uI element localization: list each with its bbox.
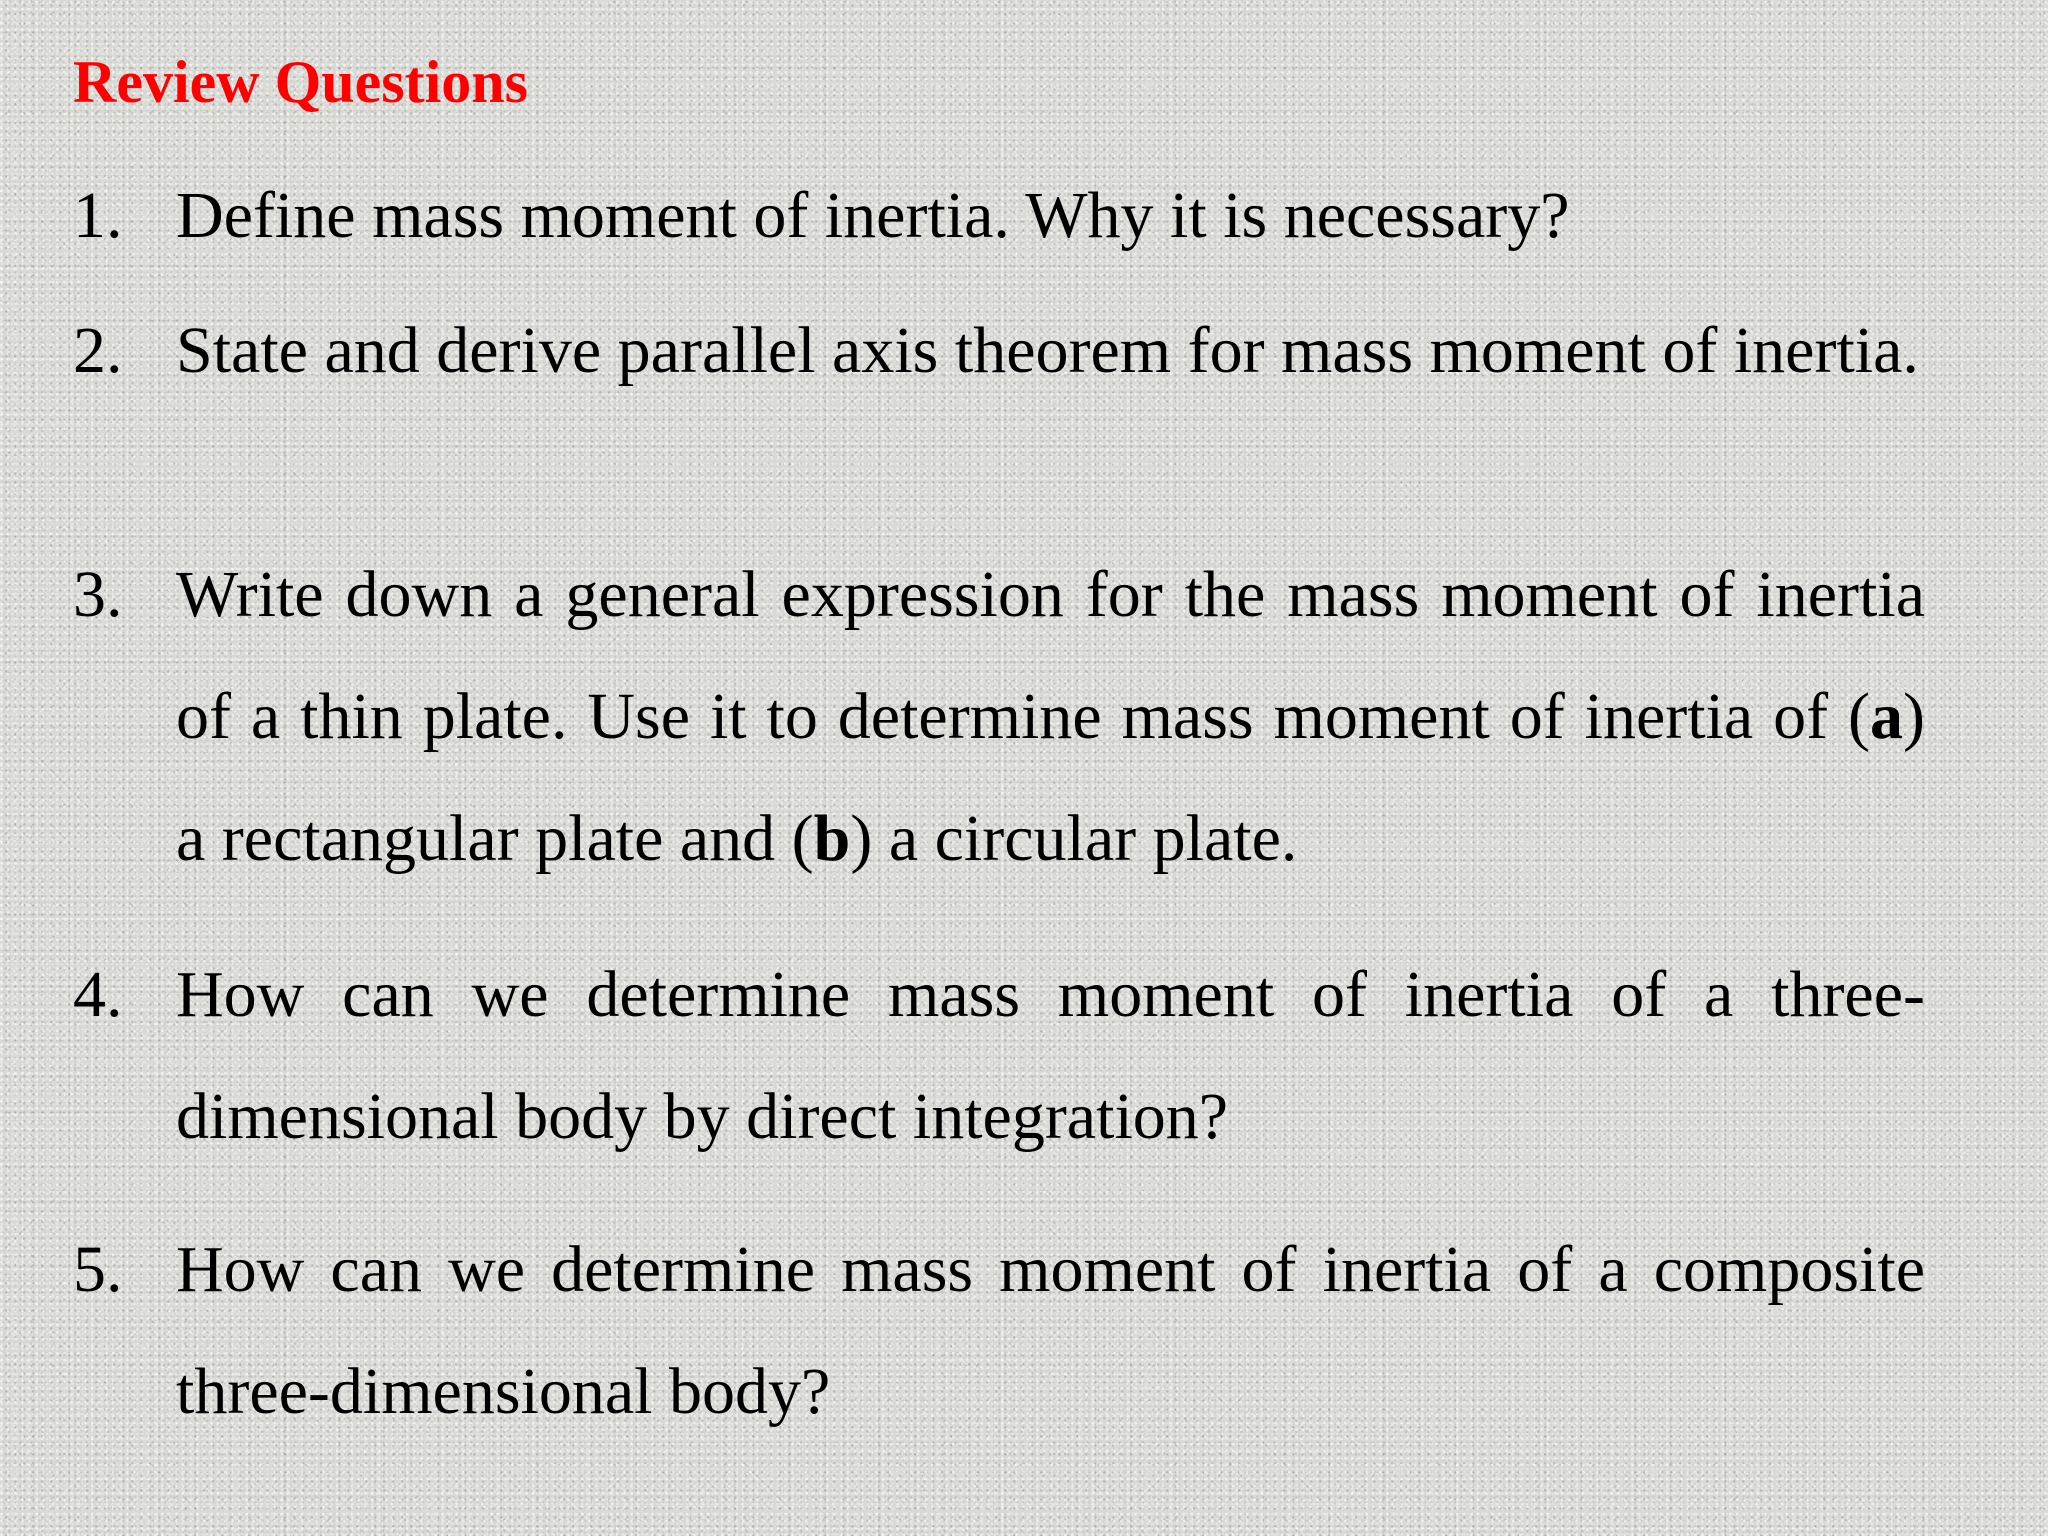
question-text: State and derive parallel axis theorem for mass moment of inertia.: [176, 314, 1919, 387]
question-text: [176, 534, 1925, 900]
question-text: How can we determine mass moment of inertia of a composite three-dimensional body?: [176, 1233, 1925, 1428]
option-label-a: a: [1870, 680, 1904, 753]
question-number: 3.: [73, 558, 123, 631]
question-item-5: [73, 1209, 1925, 1453]
question-number: 5.: [73, 1233, 123, 1306]
question-item-4: [73, 934, 1925, 1178]
page-title: Review Questions: [73, 49, 528, 115]
question-text: Define mass moment of inertia. Why it is necessary?: [176, 179, 1570, 252]
question-item-2: [73, 290, 1925, 412]
question-number: 4.: [73, 958, 123, 1031]
question-text: How can we determine mass moment of inertia of a three-dimensional body by direct integration?: [176, 958, 1925, 1153]
question-text-mid: ) a rectangular plate and (: [176, 680, 1925, 875]
question-item-3: [73, 534, 1925, 900]
question-text-end: ) a circular plate.: [850, 802, 1298, 875]
question-number: 1.: [73, 179, 123, 252]
question-number: 2.: [73, 314, 123, 387]
question-item-1: [73, 155, 1925, 277]
question-text-start: Write down a general expression for the mass moment of inertia of a thin plate. Use it to determine mass moment of inertia of (: [176, 558, 1925, 753]
option-label-b: b: [813, 802, 851, 875]
